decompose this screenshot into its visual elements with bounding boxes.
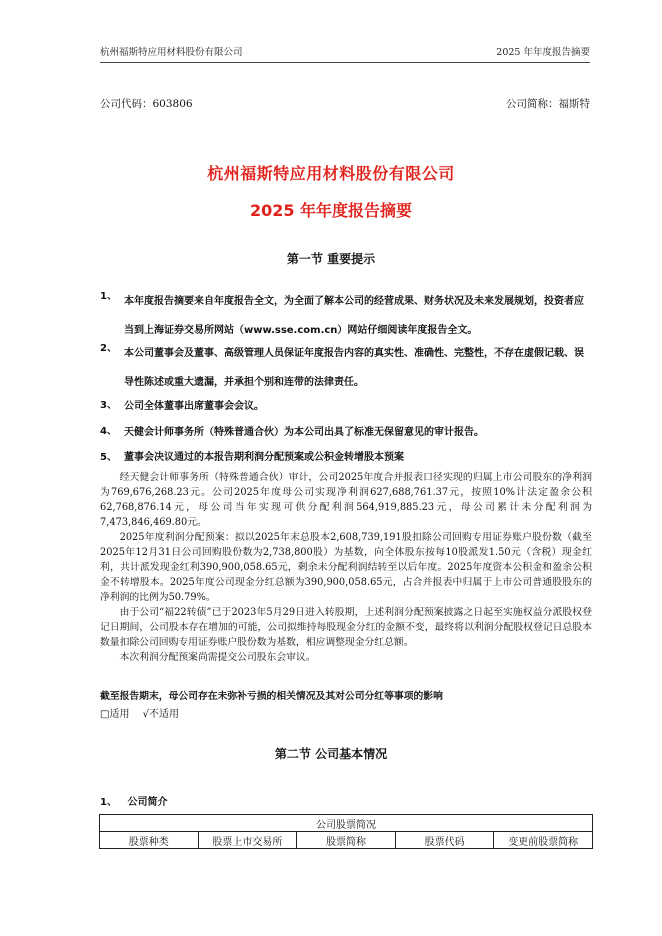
paragraph-plan: 2025年度利润分配预案：拟以2025年末总股本2,608,739,191股扣除公司回购专用证券账户股份数（截至2025年12月31日公司回购股份数为2,738,800股）为基数，向全体股东按每10股派发1.50元（含税）现金红利，共计派发现金红利390,900,058.65元，剩余未分配利润结转至以后年度。2025年度资本公积金和盈余公积金不转增股本。2025年度公司现金分红总额为390,900,058.65元，占合并报表中归属于上市公司普通股股东的净利润的比例为50.79%。: [100, 532, 592, 603]
running-header: [100, 44, 590, 63]
stock-info-table: [99, 814, 593, 849]
applicable-option: □适用: [100, 709, 130, 720]
notice-item-3: [100, 396, 592, 418]
section2-title: 第二节 公司基本情况: [274, 747, 388, 761]
item-text: 天健会计师事务所（特殊普通合伙）为本公司出具了标准无保留意见的审计报告。: [124, 427, 484, 438]
company-code: 公司代码：603806: [100, 98, 193, 110]
company-code-row: [100, 96, 590, 111]
header-former-abbr: 变更前股票简称: [494, 832, 593, 849]
profit-distribution-text: [100, 470, 592, 665]
not-applicable-option: √不适用: [142, 709, 180, 720]
item-number: 3、: [100, 400, 117, 411]
item-number: 2、: [100, 343, 117, 354]
item-number: 4、: [100, 426, 117, 437]
item-text: 本公司董事会及董事、高级管理人员保证年度报告内容的真实性、准确性、完整性，不存在虚假记载、误导性陈述或重大遗漏，并承担个别和连带的法律责任。: [124, 348, 584, 388]
header-stock-abbr: 股票简称: [297, 832, 396, 849]
header-exchange: 股票上市交易所: [198, 832, 297, 849]
applicability-checkboxes: [100, 705, 189, 720]
section1-title: 第一节 重要提示: [286, 252, 376, 266]
notice-item-4: [100, 422, 592, 444]
item-text: 董事会决议通过的本报告期利润分配预案或公积金转增股本预案: [124, 452, 404, 463]
item-number: 1、: [100, 797, 117, 808]
item-number: 5、: [100, 452, 117, 463]
report-title: 2025 年年度报告摘要: [249, 201, 413, 220]
item-number: 1、: [100, 291, 117, 302]
header-stock-type: 股票种类: [100, 832, 199, 849]
table-caption-row: [100, 815, 593, 832]
notice-item-5: [100, 448, 592, 468]
company-title: 杭州福斯特应用材料股份有限公司: [207, 164, 455, 183]
notice-item-2: [100, 339, 592, 397]
notice-item-1: [100, 287, 592, 345]
item-text: 公司简介: [127, 797, 168, 808]
paragraph-audit: 经天健会计师事务所（特殊普通合伙）审计，公司2025年度合并报表口径实现的归属上市公司股东的净利润为769,676,268.23元。公司2025年度母公司实现净利润627,688,761.37元，按照10%计法定盈余公积62,768,876.14元，母公司当年实现可供分配利润564,919,885.23元，母公司累计未分配利润为7,473,846,469.80元。: [100, 472, 592, 528]
uncovered-loss-heading: 截至报告期末，母公司存在未弥补亏损的相关情况及其对公司分红等事项的影响: [100, 691, 443, 702]
table-header-row: [100, 832, 593, 849]
table-caption: 公司股票简况: [100, 815, 593, 832]
paragraph-convertible: 由于公司“福22转债”已于2023年5月29日进入转股期，上述利润分配预案披露之日起至实施权益分派股权登记日期间，公司股本存在增加的可能，公司拟维持每股现金分红的金额不变，最终将以利润分配股权登记日总股本数量扣除公司回购专用证券账户股份数为基数，相应调整现金分红总额。: [100, 607, 592, 648]
header-company: 杭州福斯特应用材料股份有限公司: [100, 47, 243, 58]
item-text: 本年度报告摘要来自年度报告全文，为全面了解本公司的经营成果、财务状况及未来发展规划，投资者应当到上海证券交易所网站（www.sse.com.cn）网站仔细阅读年度报告全文。: [124, 296, 584, 336]
company-intro-heading: [100, 793, 167, 808]
company-short-name: 公司简称：福斯特: [506, 98, 590, 110]
header-stock-code: 股票代码: [395, 832, 494, 849]
header-doc-title: 2025 年年度报告摘要: [496, 47, 590, 58]
item-text: 公司全体董事出席董事会会议。: [124, 401, 264, 412]
paragraph-approval: 本次利润分配预案尚需提交公司股东会审议。: [119, 652, 316, 663]
